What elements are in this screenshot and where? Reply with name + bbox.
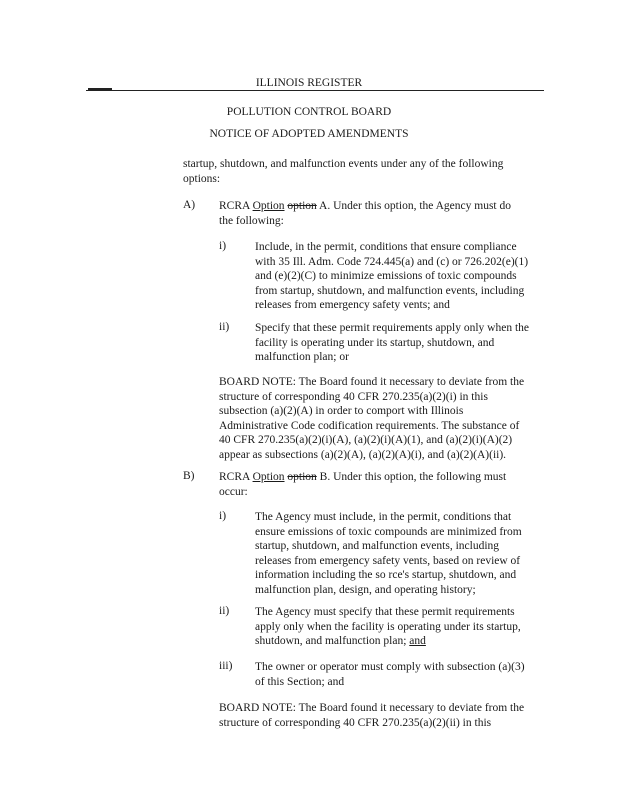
inserted-text: and (409, 635, 426, 648)
text-segment: shutdown, and malfunction plan; (255, 635, 410, 648)
item-b-iii-text (255, 660, 525, 689)
item-a-ii-label: ii) (219, 321, 230, 333)
note-line: BOARD NOTE: The Board found it necessary to deviate from the (219, 376, 525, 388)
heading-text: RCRA (219, 471, 253, 483)
header-rule (86, 90, 544, 91)
section-b-heading-line: occur: (219, 485, 248, 498)
inserted-text: Option (252, 471, 285, 483)
section-b-heading-line (219, 470, 506, 485)
notice-title: NOTICE OF ADOPTED AMENDMENTS (209, 128, 409, 140)
note-line: structure of corresponding 40 CFR 270.235(a)(2)(ii) in this (219, 716, 492, 729)
section-a-label: A) (183, 199, 196, 211)
intro-line: options: (183, 172, 221, 185)
text-line: from startup, shutdown, and malfunction events, including (255, 284, 525, 297)
text-line: Specify that these permit requirements apply only when the (255, 322, 530, 334)
board-title: POLLUTION CONTROL BOARD (226, 106, 392, 118)
text-line: apply only when the facility is operating under its startup, (255, 620, 521, 633)
note-line: structure of corresponding 40 CFR 270.235(a)(2)(i) in this (219, 390, 488, 403)
note-line: subsection (a)(2)(A) in order to comport with Illinois (219, 405, 464, 418)
text-line: startup, shutdown, and malfunction events, including (255, 540, 500, 553)
item-a-i-label: i) (219, 240, 227, 252)
text-line: facility is operating under its startup, shutdown, and (255, 336, 495, 349)
text-line: with 35 Ill. Adm. Code 724.445(a) and (c) or 726.202(e)(1) (255, 255, 529, 268)
section-a-heading (219, 199, 511, 228)
note-line: appear as subsections (a)(2)(A), (a)(2)(A)(i), and (a)(2)(A)(ii). (219, 448, 507, 461)
text-line: The Agency must include, in the permit, conditions that (255, 511, 512, 523)
text-line: ensure emissions of toxic compounds are minimized from (255, 525, 522, 538)
text-line: of this Section; and (255, 675, 345, 688)
note-line: BOARD NOTE: The Board found it necessary to deviate from the (219, 702, 525, 714)
heading-text: RCRA (219, 200, 253, 212)
intro-paragraph (183, 157, 503, 186)
item-b-ii-label: ii) (219, 605, 230, 617)
text-line: malfunction plan; or (255, 351, 349, 364)
item-b-i-label: i) (219, 510, 227, 522)
text-line (255, 634, 521, 649)
inserted-text: Option (252, 200, 285, 212)
intro-line: startup, shutdown, and malfunction events under any of the following (183, 158, 504, 170)
text-line: releases from emergency safety vents; and (255, 299, 450, 312)
text-line: The Agency must specify that these permit requirements (255, 606, 515, 618)
board-note-b (219, 701, 524, 730)
note-line: 40 CFR 270.235(a)(2)(i)(A), (a)(2)(i)(A)(1), and (a)(2)(i)(A)(2) (219, 434, 513, 447)
text-line: and (e)(2)(C) to minimize emissions of toxic compounds (255, 270, 517, 283)
text-line: Include, in the permit, conditions that ensure compliance (255, 241, 517, 253)
section-b-heading (219, 470, 506, 499)
text-line: information including the so rce's startup, shutdown, and (255, 569, 517, 582)
board-note-a (219, 375, 524, 463)
text-line: releases from emergency safety vents, based on review of (255, 554, 521, 567)
text-line: malfunction plan, design, and operating history; (255, 583, 476, 596)
text-line: The owner or operator must comply with subsection (a)(3) (255, 661, 525, 673)
section-a-heading-line (219, 199, 511, 214)
note-line: Administrative Code codification requirements. The substance of (219, 419, 520, 432)
item-a-ii-text (255, 321, 529, 365)
section-a-heading-line: the following: (219, 214, 284, 227)
item-a-i-text (255, 240, 528, 313)
deleted-text: option (287, 471, 317, 483)
heading-text: A. Under this option, the Agency must do (316, 200, 511, 212)
heading-text: B. Under this option, the following must (316, 471, 507, 483)
section-b-label: B) (183, 470, 195, 482)
item-b-ii-text (255, 605, 521, 649)
deleted-text: option (287, 200, 317, 212)
register-title: ILLINOIS REGISTER (255, 77, 363, 89)
item-b-iii-label: iii) (219, 660, 233, 672)
item-b-i-text (255, 510, 522, 598)
